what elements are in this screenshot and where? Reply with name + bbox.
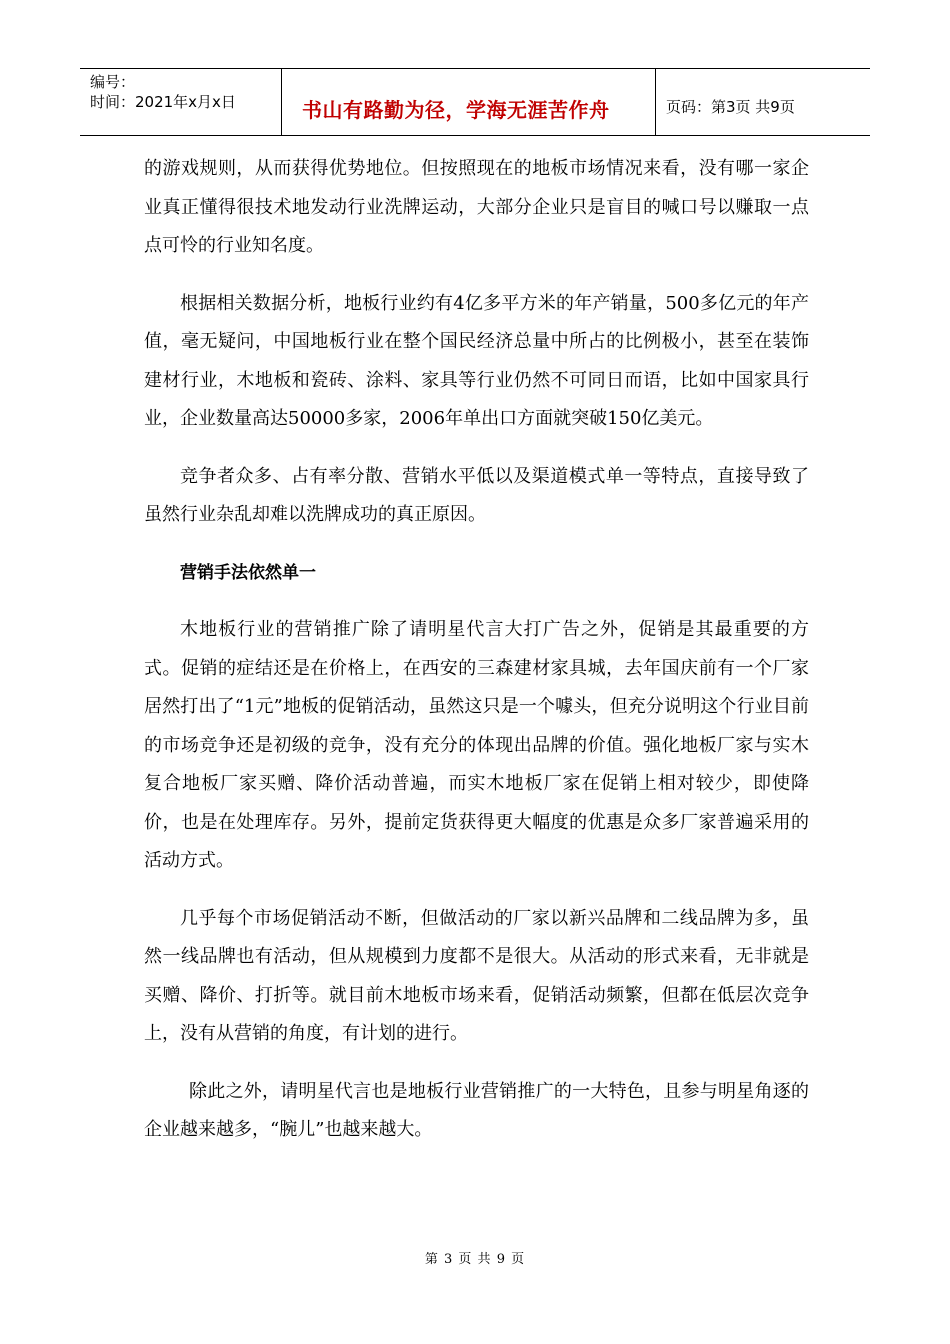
paragraph: 根据相关数据分析，地板行业约有4亿多平方米的年产销量，500多亿元的年产值，毫无疑问，中国地板行业在整个国民经济总量中所占的比例极小，甚至在装饰建材行业，木地板和瓷砖、涂料、家具等行业仍然不可同日而语，比如中国家具行业，企业数量高达50000多家，2006年单出口方面就突破150亿美元。: [144, 292, 809, 429]
paragraph: 竞争者众多、占有率分散、营销水平低以及渠道模式单一等特点，直接导致了虽然行业杂乱却难以洗牌成功的真正原因。: [144, 465, 809, 525]
paragraph: 木地板行业的营销推广除了请明星代言大打广告之外，促销是其最重要的方式。促销的症结还是在价格上，在西安的三森建材家具城，去年国庆前有一个厂家居然打出了“1元”地板的促销活动，虽然这只是一个噱头，但充分说明这个行业目前的市场竞争还是初级的竞争，没有充分的体现出品牌的价值。强化地板厂家与实木复合地板厂家买赠、降价活动普遍，而实木地板厂家在促销上相对较少，即使降价，也是在处理库存。另外，提前定货获得更大幅度的优惠是众多厂家普遍采用的活动方式。: [144, 619, 809, 871]
header-motto: 书山有路勤为径，学海无涯苦作舟: [302, 98, 610, 122]
document-number-label: 编号：: [90, 73, 136, 91]
document-time-label: 时间：2021年x月x日: [90, 93, 236, 111]
document-body: [144, 150, 809, 1169]
header-page-info: 页码：第3页 共9页: [666, 98, 795, 116]
section-heading: 营销手法依然单一: [180, 562, 316, 583]
page-header: [80, 68, 870, 136]
header-meta-cell: [80, 69, 282, 135]
page-footer: 第 3 页 共 9 页: [424, 1252, 526, 1267]
paragraph: 几乎每个市场促销活动不断，但做活动的厂家以新兴品牌和二线品牌为多，虽然一线品牌也有活动，但从规模到力度都不是很大。从活动的形式来看，无非就是买赠、降价、打折等。就目前木地板市场来看，促销活动频繁，但都在低层次竞争上，没有从营销的角度，有计划的进行。: [144, 907, 809, 1044]
paragraph: 除此之外，请明星代言也是地板行业营销推广的一大特色，且参与明星角逐的企业越来越多，“腕儿”也越来越大。: [144, 1080, 809, 1140]
header-page-cell: [656, 69, 870, 135]
paragraph: 的游戏规则，从而获得优势地位。但按照现在的地板市场情况来看，没有哪一家企业真正懂得很技术地发动行业洗牌运动，大部分企业只是盲目的喊口号以赚取一点点可怜的行业知名度。: [144, 158, 809, 256]
header-motto-cell: [282, 69, 656, 135]
